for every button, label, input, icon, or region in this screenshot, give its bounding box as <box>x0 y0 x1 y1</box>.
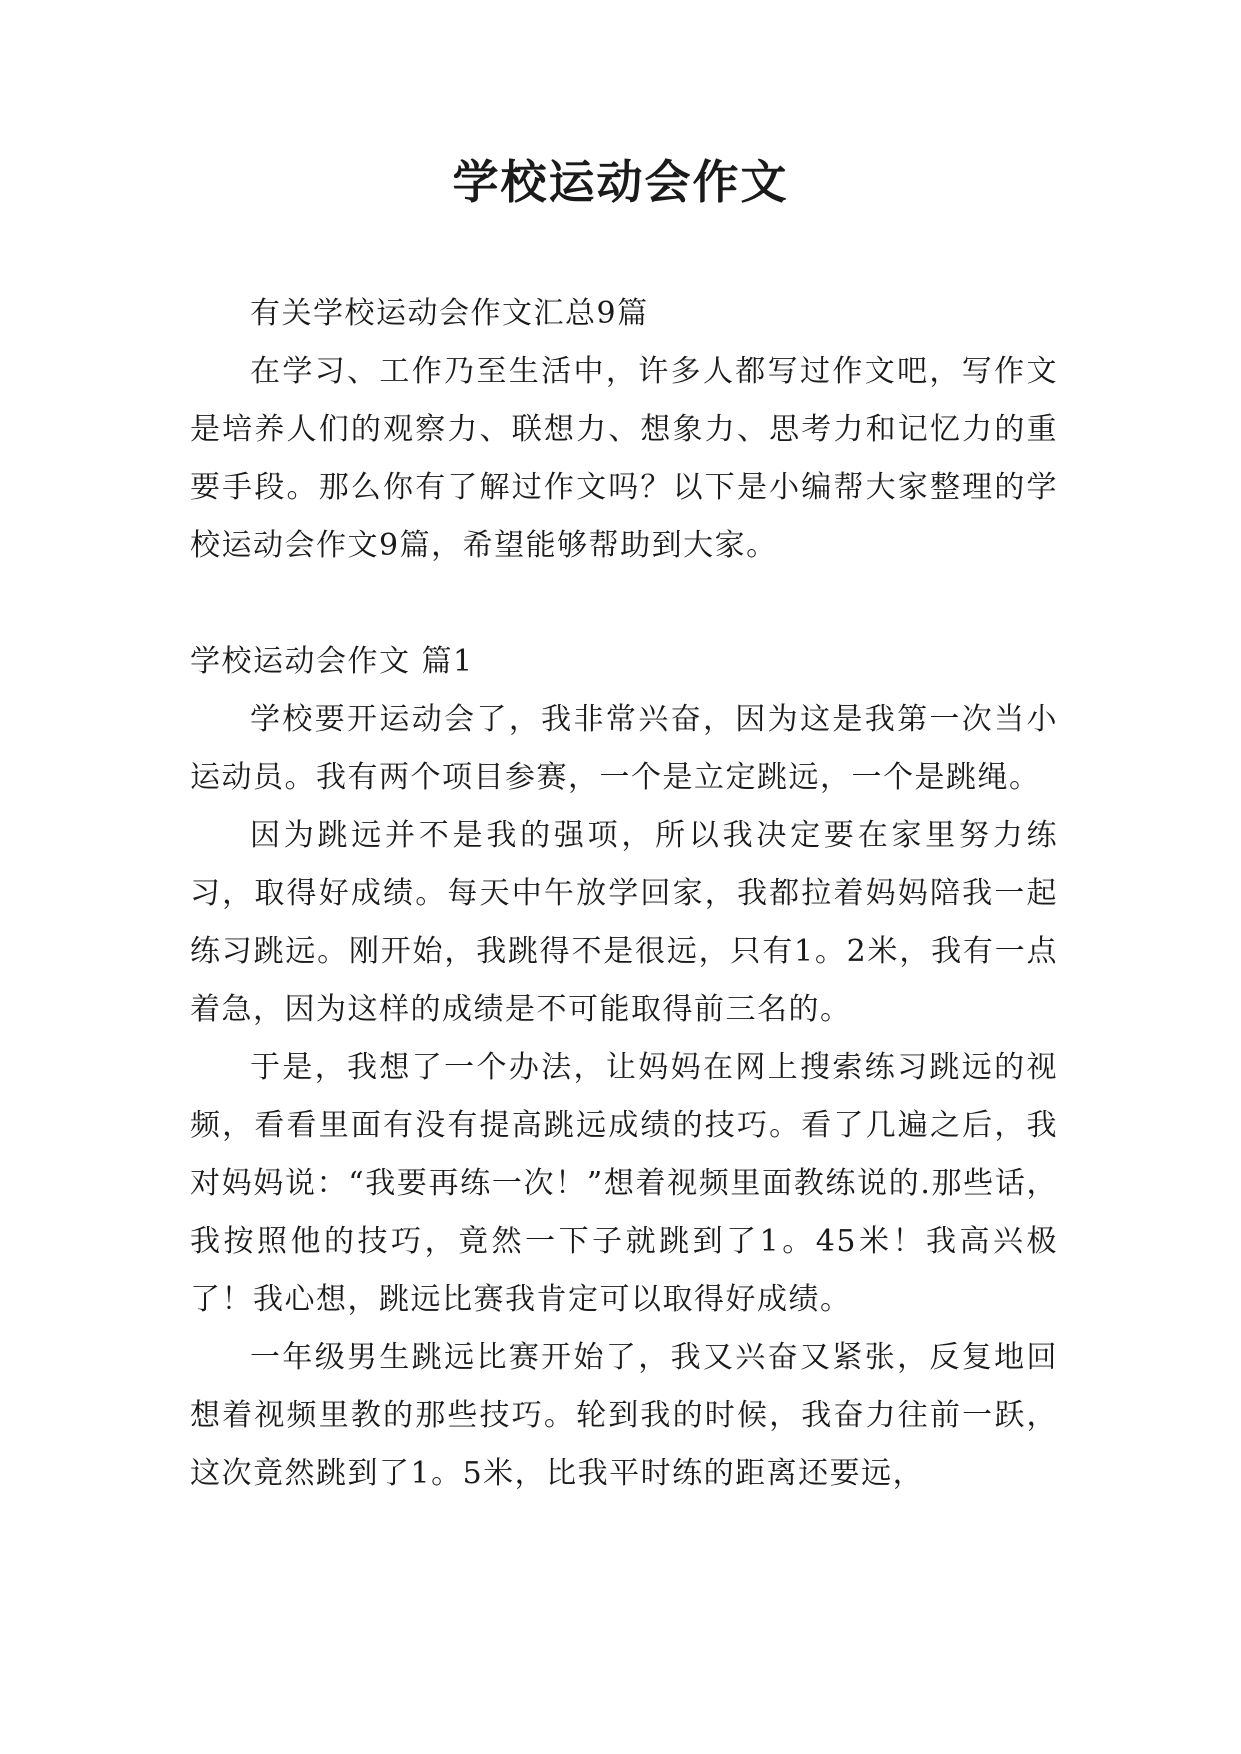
body-paragraph: 因为跳远并不是我的强项，所以我决定要在家里努力练习，取得好成绩。每天中午放学回家，我都拉着妈妈陪我一起练习跳远。刚开始，我跳得不是很远，只有1。2米，我有一点着急，因为这样的成绩是不可能取得前三名的。 <box>190 818 1058 1027</box>
section-heading: 学校运动会作文 篇1 <box>190 644 474 679</box>
intro-paragraph: 在学习、工作乃至生活中，许多人都写过作文吧，写作文是培养人们的观察力、联想力、想象力、思考力和记忆力的重要手段。那么你有了解过作文吗？以下是小编帮大家整理的学校运动会作文9篇，希望能够帮助到大家。 <box>190 354 1058 563</box>
body-paragraph: 一年级男生跳远比赛开始了，我又兴奋又紧张，反复地回想着视频里教的那些技巧。轮到我的时候，我奋力往前一跃，这次竟然跳到了1。5米，比我平时练的距离还要远， <box>190 1340 1058 1491</box>
body-paragraph: 学校要开运动会了，我非常兴奋，因为这是我第一次当小运动员。我有两个项目参赛，一个是立定跳远，一个是跳绳。 <box>190 702 1058 795</box>
document-title: 学校运动会作文 <box>452 155 789 209</box>
body-paragraph: 于是，我想了一个办法，让妈妈在网上搜索练习跳远的视频，看看里面有没有提高跳远成绩的技巧。看了几遍之后，我对妈妈说：“我要再练一次！”想着视频里面教练说的.那些话，我按照他的技巧，竟然一下子就跳到了1。45米！我高兴极了！我心想，跳远比赛我肯定可以取得好成绩。 <box>190 1050 1058 1317</box>
document-subtitle: 有关学校运动会作文汇总9篇 <box>250 296 649 331</box>
document-body <box>190 285 1058 1503</box>
